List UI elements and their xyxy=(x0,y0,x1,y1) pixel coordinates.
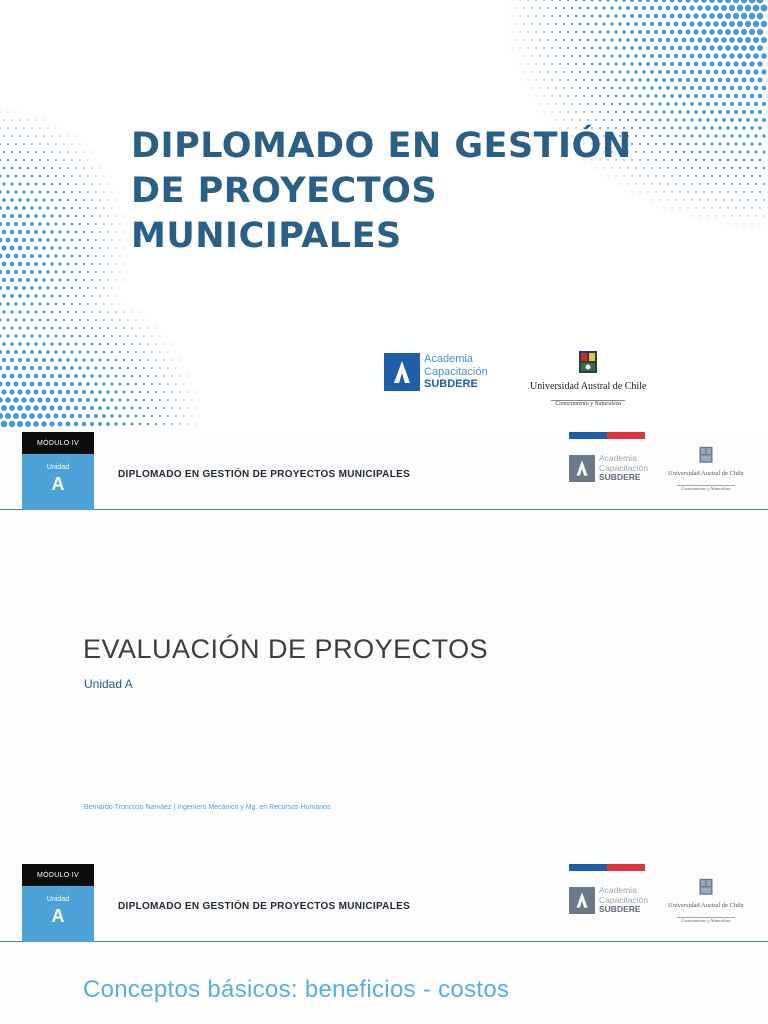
uach-motto: Conocimiento y Naturaleza xyxy=(677,917,735,923)
slide-header-1 xyxy=(0,432,768,510)
academia-line-1: Academia xyxy=(599,453,637,463)
slide-2-subtitle: Unidad A xyxy=(84,677,133,691)
academia-a-icon xyxy=(569,455,595,482)
cover-title-line-1: DIPLOMADO EN GESTIÓN xyxy=(131,126,632,166)
uach-motto: Conocimiento y Naturaleza xyxy=(551,400,625,407)
slide-3-heading: Conceptos básicos: beneficios - costos xyxy=(83,976,510,1003)
academia-subdere-logo xyxy=(384,353,488,391)
cover-title-line-3: MUNICIPALES xyxy=(131,216,402,256)
unit-box xyxy=(22,886,94,942)
unit-letter: A xyxy=(51,906,65,926)
uach-logo xyxy=(530,350,646,410)
unit-box xyxy=(22,454,94,510)
academia-line-3: SUBDERE xyxy=(424,378,478,391)
academia-line-2: Capacitación xyxy=(599,462,649,473)
header-academia-logo xyxy=(569,886,648,915)
uach-motto: Conocimiento y Naturaleza xyxy=(677,485,735,491)
slide-2-title: EVALUACIÓN DE PROYECTOS xyxy=(83,634,489,664)
academia-line-2: Capacitación xyxy=(424,365,488,378)
cover-title xyxy=(131,124,651,259)
slide-2 xyxy=(0,510,768,864)
academia-line-3: SUBDERE xyxy=(599,472,641,482)
slide-header-2 xyxy=(0,864,768,942)
chile-flag-bar xyxy=(569,864,645,871)
academia-line-1: Academia xyxy=(599,885,637,895)
cover-slide xyxy=(0,0,768,432)
chile-flag-bar xyxy=(569,432,645,439)
header-uach-logo xyxy=(668,878,744,927)
header-uach-logo xyxy=(668,446,744,495)
academia-a-icon xyxy=(384,353,420,391)
academia-line-1: Academia xyxy=(424,353,473,366)
author-credit: Bernardo Troncoso Narváez | Ingeniero Mecánico y Mg. en Recursos Humanos xyxy=(84,804,331,811)
uach-name: Universidad Austral de Chile xyxy=(530,381,647,392)
uach-crest-icon xyxy=(698,446,714,465)
unit-label: Unidad xyxy=(46,896,70,903)
academia-line-2: Capacitación xyxy=(599,894,649,905)
module-tab: MÓDULO IV xyxy=(22,432,94,454)
header-title: DIPLOMADO EN GESTIÓN DE PROYECTOS MUNICIPALES xyxy=(118,901,411,912)
uach-crest-icon xyxy=(698,878,714,897)
slide-3 xyxy=(0,942,768,1024)
unit-label: Unidad xyxy=(46,464,70,471)
header-academia-logo xyxy=(569,454,648,483)
uach-name: Universidad Austral de Chile xyxy=(668,470,744,477)
cover-title-line-2: DE PROYECTOS xyxy=(131,171,438,211)
academia-a-icon xyxy=(569,887,595,914)
module-tab: MÓDULO IV xyxy=(22,864,94,886)
uach-name: Universidad Austral de Chile xyxy=(668,902,744,909)
uach-crest-icon xyxy=(577,350,599,376)
unit-letter: A xyxy=(51,474,65,494)
header-title: DIPLOMADO EN GESTIÓN DE PROYECTOS MUNICIPALES xyxy=(118,469,411,480)
academia-line-3: SUBDERE xyxy=(599,904,641,914)
